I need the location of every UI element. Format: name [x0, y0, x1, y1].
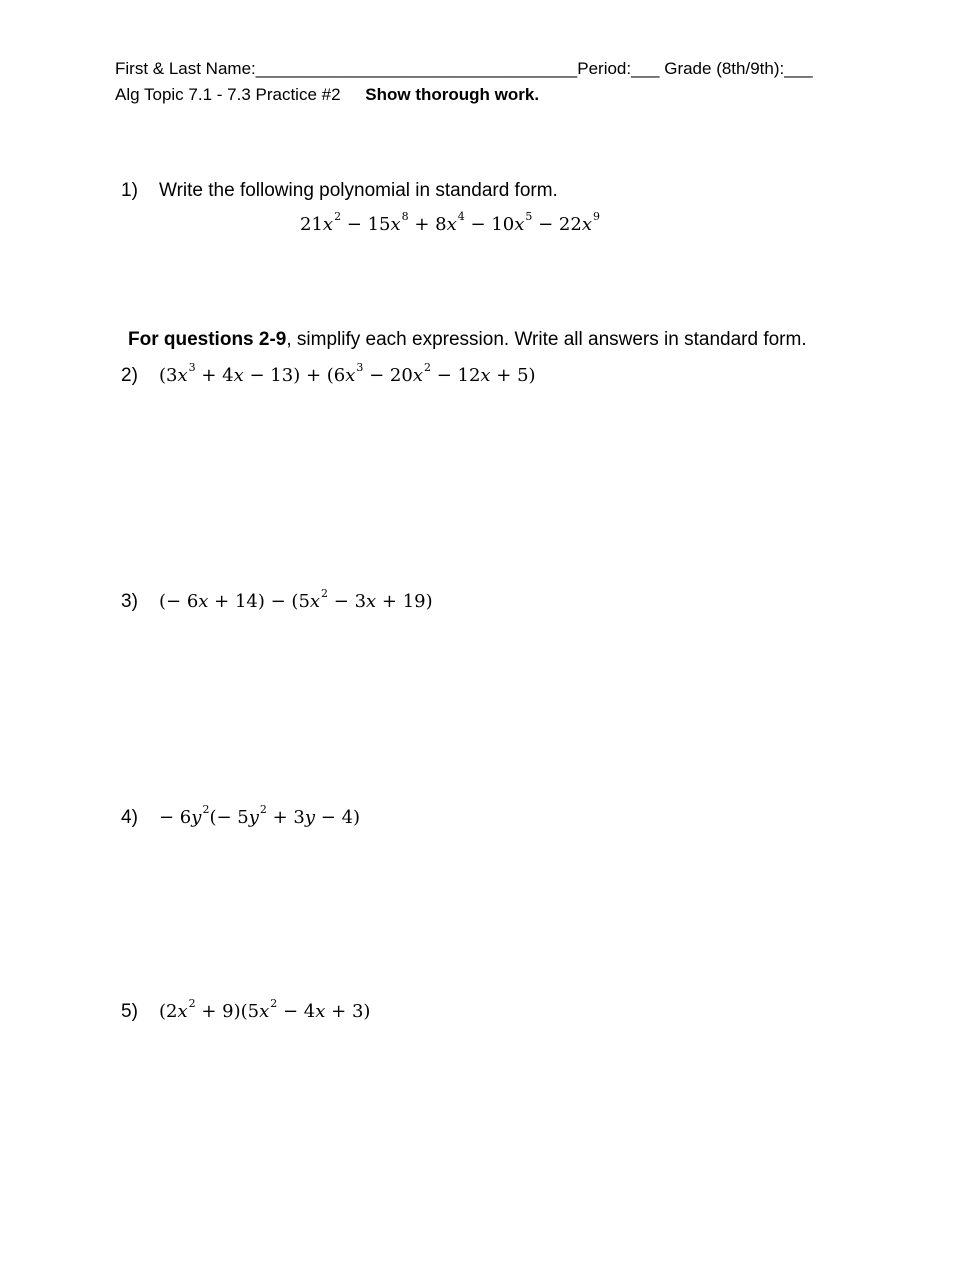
question-2-expression: $(3x^3 + 4x - 13) + (6x^3 - 20x^2 - 12x + 5)$	[159, 361, 536, 386]
question-text: Write the following polynomial in standard form.	[159, 180, 558, 201]
question-4	[121, 803, 361, 829]
question-1-expression: $21x^2 - 15x^8 + 8x^4 - 10x^5 - 22x^9$	[300, 210, 600, 235]
directions	[128, 329, 807, 351]
grade-label: Grade (8th/9th):	[664, 59, 785, 78]
name-blank[interactable]: __________________________________	[255, 59, 578, 78]
question-number: 3)	[121, 591, 138, 612]
question-5-expression: $(2x^2 + 9)(5x^2 - 4x + 3)$	[159, 997, 371, 1022]
header-name-row	[115, 59, 813, 79]
question-number: 5)	[121, 1001, 138, 1022]
work-instruction: Show thorough work.	[365, 85, 540, 104]
directions-bold: For questions 2-9	[128, 329, 287, 350]
question-3	[121, 587, 433, 613]
name-label: First & Last Name:	[115, 59, 256, 78]
question-3-expression: (− $6x + 14) - (5x^2 - 3x + 19)$	[159, 587, 433, 612]
period-blank[interactable]: ___	[631, 59, 660, 78]
question-2	[121, 361, 536, 387]
question-4-expression: − $6y^2(- 5y^2 + 3y - 4)$	[159, 803, 361, 828]
question-1-prompt	[121, 180, 558, 202]
question-number: 2)	[121, 365, 138, 386]
topic-title: Alg Topic 7.1 - 7.3 Practice #2	[115, 85, 341, 104]
question-number: 1)	[121, 180, 138, 201]
question-number: 4)	[121, 807, 138, 828]
header-topic-row	[115, 85, 539, 105]
directions-text: , simplify each expression. Write all answers in standard form.	[286, 329, 807, 350]
grade-blank[interactable]: ___	[784, 59, 813, 78]
period-label: Period:	[577, 59, 632, 78]
question-5	[121, 997, 371, 1023]
